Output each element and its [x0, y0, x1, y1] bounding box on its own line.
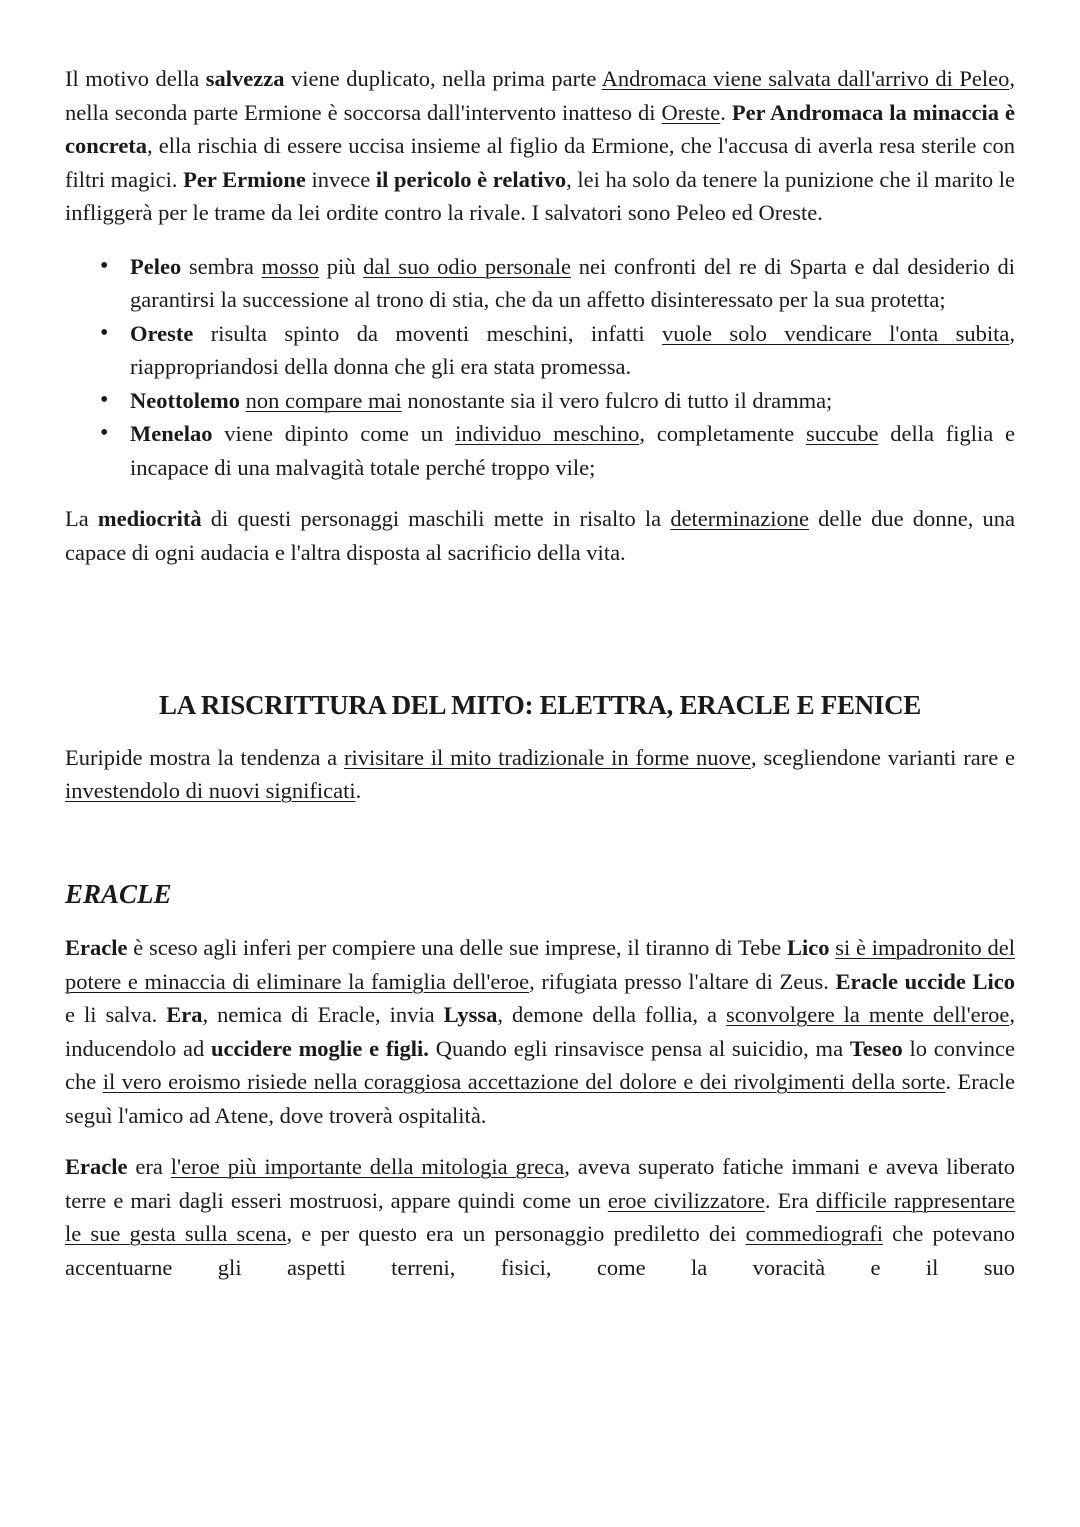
underlined-text: individuo meschino: [455, 421, 640, 446]
text-segment: viene duplicato, nella prima parte: [284, 66, 602, 91]
text-segment: più: [319, 253, 364, 279]
text-segment: , nemica di Eracle, invia: [202, 1002, 444, 1027]
paragraph-mediocrita: [65, 502, 1015, 569]
text-segment: nei confronti del re di Sparta e dal desiderio di garantirsi la successione al trono di stia, che da un affetto disinteressato per la sua protetta;: [130, 253, 1015, 312]
underlined-text: mosso: [261, 253, 320, 279]
bold-text: Peleo: [130, 253, 182, 279]
underlined-text: commediografi: [745, 1221, 884, 1246]
bold-text: Oreste: [130, 320, 194, 346]
text-segment: . Eracle seguì l'amico ad Atene, dove troverà ospitalità.: [65, 1069, 1015, 1128]
bold-text: Per Ermione: [183, 166, 306, 192]
bold-text: mediocrità: [97, 506, 202, 531]
paragraph-eracle-plot: [65, 931, 1015, 1132]
underlined-text: si è impadronito del potere e minaccia di eliminare la famiglia dell'eroe: [65, 935, 1015, 994]
character-list: [65, 250, 1015, 485]
text-segment: , aveva superato fatiche immani e aveva liberato terre e mari dagli esseri mostruosi, appare quindi come un: [65, 1154, 1016, 1213]
text-segment: .: [720, 99, 732, 125]
underlined-text: non compare mai: [245, 387, 402, 413]
paragraph-salvezza: [65, 62, 1015, 230]
list-item-peleo: [130, 250, 1015, 317]
underlined-text: eroe civilizzatore: [607, 1187, 765, 1213]
underlined-text: sconvolgere la mente dell'eroe: [725, 1002, 1010, 1027]
underlined-text: il vero eroismo risiede nella coraggiosa accettazione del dolore e dei rivolgimenti della sorte: [102, 1069, 946, 1094]
list-item-neottolemo: [130, 384, 1015, 418]
text-segment: sembra: [181, 253, 262, 279]
text-segment: Il motivo della: [65, 66, 206, 91]
bold-text: Teseo: [849, 1035, 903, 1061]
text-segment: . Era: [764, 1187, 816, 1213]
list-item-oreste: [130, 317, 1015, 384]
bold-text: Per Andromaca la minaccia è concreta: [65, 99, 1016, 158]
text-segment: era: [127, 1154, 171, 1179]
text-segment: viene dipinto come un: [212, 421, 456, 446]
text-segment: Euripide mostra la tendenza a: [65, 744, 344, 770]
bold-text: Menelao: [130, 421, 213, 446]
bold-text: Eracle: [65, 935, 128, 960]
text-segment: risulta spinto da moventi meschini, infatti: [193, 320, 662, 346]
underlined-text: Oreste: [661, 99, 721, 125]
bold-text: Era: [166, 1002, 203, 1027]
text-segment: , completamente: [639, 421, 806, 446]
bold-text: Eracle uccide Lico: [835, 968, 1016, 994]
bold-text: il pericolo è relativo: [375, 166, 567, 192]
underlined-text: succube: [805, 421, 879, 446]
paragraph-eracle-hero: [65, 1150, 1015, 1284]
list-item-menelao: [130, 417, 1015, 484]
text-segment: nonostante sia il vero fulcro di tutto il dramma;: [401, 387, 833, 413]
text-segment: , e per questo era un personaggio prediletto dei: [286, 1221, 746, 1246]
bold-text: uccidere moglie e figli.: [211, 1035, 429, 1061]
underlined-text: dal suo odio personale: [363, 253, 572, 279]
text-segment: della figlia e incapace di una malvagità totale perché troppo vile;: [130, 421, 1015, 480]
text-segment: di questi personaggi maschili mette in risalto la: [201, 506, 671, 531]
underlined-text: investendolo di nuovi significati: [65, 778, 356, 803]
text-segment: , scegliendone varianti rare e: [751, 744, 1016, 770]
text-segment: delle due donne, una capace di ogni audacia e l'altra disposta al sacrificio della vita.: [65, 506, 1015, 565]
text-segment: , rifugiata presso l'altare di Zeus.: [529, 968, 836, 994]
document-page: [65, 62, 1015, 1284]
text-segment: , demone della follia, a: [497, 1002, 726, 1027]
text-segment: .: [355, 778, 362, 803]
text-segment: , inducendolo ad: [65, 1002, 1015, 1061]
underlined-text: difficile rappresentare le sue gesta sulla scena: [65, 1187, 1015, 1246]
paragraph-euripide: [65, 741, 1015, 808]
underlined-text: determinazione: [670, 506, 809, 531]
bold-text: Neottolemo: [130, 387, 240, 413]
bold-text: salvezza: [205, 66, 285, 91]
text-segment: , ella rischia di essere uccisa insieme al figlio da Ermione, che l'accusa di averla resa sterile con filtri magici.: [65, 133, 1015, 192]
text-segment: invece: [305, 166, 376, 192]
bold-text: Lico: [787, 935, 830, 960]
text-segment: e li salva.: [65, 1002, 167, 1027]
bold-text: Eracle: [65, 1154, 128, 1179]
underlined-text: rivisitare il mito tradizionale in forme nuove: [343, 744, 751, 770]
text-segment: , riappropriandosi della donna che gli era stata promessa.: [130, 320, 1015, 379]
text-segment: lo convince che: [65, 1035, 1015, 1094]
subsection-heading: ERACLE: [65, 878, 172, 909]
text-segment: , lei ha solo da tenere la punizione che il marito le infliggerà per le trame da lei ordite contro la rivale. I salvatori sono Peleo ed Oreste.: [65, 166, 1015, 225]
underlined-text: Andromaca viene salvata dall'arrivo di Peleo: [601, 66, 1010, 91]
text-segment: che potevano accentuarne gli aspetti terreni, fisici, come la voracità e il suo: [65, 1221, 1016, 1280]
text-segment: è sceso agli inferi per compiere una delle sue imprese, il tiranno di Tebe: [127, 935, 788, 960]
underlined-text: l'eroe più importante della mitologia greca: [170, 1154, 565, 1179]
section-heading: LA RISCRITTURA DEL MITO: ELETTRA, ERACLE E FENICE: [159, 690, 921, 720]
text-segment: , nella seconda parte Ermione è soccorsa dall'intervento inatteso di: [65, 66, 1015, 125]
bold-text: Lyssa: [443, 1002, 498, 1027]
underlined-text: vuole solo vendicare l'onta subita: [662, 320, 1010, 346]
text-segment: Quando egli rinsavisce pensa al suicidio, ma: [428, 1035, 850, 1061]
text-segment: La: [65, 506, 98, 531]
